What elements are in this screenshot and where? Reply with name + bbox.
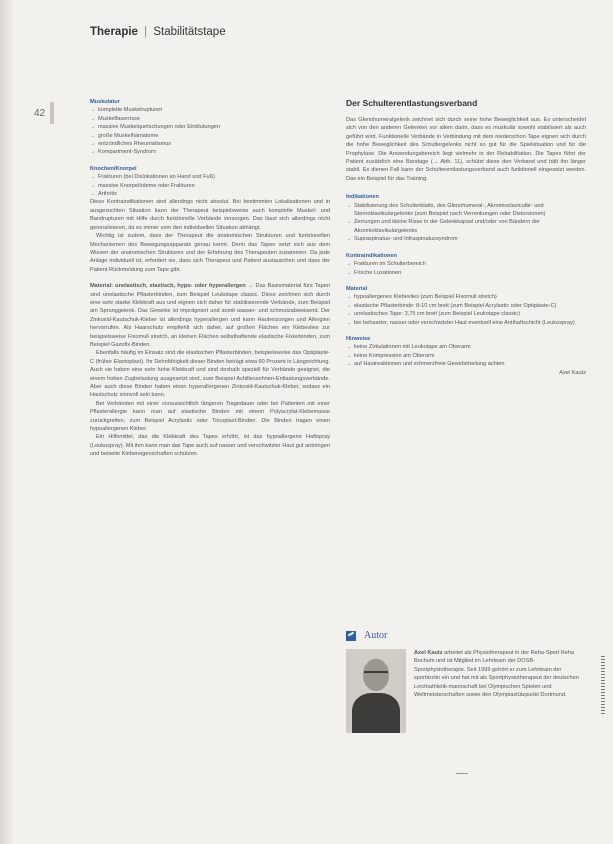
list-item: → Frakturen im Schulterbereich: [346, 260, 586, 268]
pen-icon: [346, 631, 356, 641]
edge-barcode: [601, 656, 605, 716]
margin-marker: [50, 102, 54, 124]
section-title: Der Schulterentlastungsverband: [346, 98, 478, 108]
list-item: → Frakturen (bei Dislokationen an Hand und Fuß): [90, 173, 330, 181]
list-item: → Zerrungen und kleine Risse in der Gelenkkapsel und/oder von Bändern der Akromioklavikulargelenks: [346, 218, 586, 235]
page-number: 42: [34, 108, 46, 119]
material-heading: Material: [346, 285, 368, 292]
knochen-heading: Knochen/Knorpel: [90, 165, 137, 172]
header-separator: |: [144, 26, 148, 38]
paragraph: Wichtig ist zudem, dass der Therapeut die anatomischen Strukturen und funktionellen Mechanismen des Bewegungsapparats genau kennt. Denn das Tapen setzt sich aus dem Wissen der anatomischen Strukturen und der Erfahrung des Therapeuten zusammen. Da jede Anlage individuell ist, erfordert sie, dass sich Therapeut und Patient austauschen und dass der Patient Rückmeldung zum Tape gibt.: [90, 233, 330, 273]
paragraph: Bei Verbänden mit einer voraussichtlich längeren Tragedauer oder bei Patienten mit einer Pflasterallergie kann man auf elastische Binden mit einem Polyacrylat-Klebemasse zurückgreifen, zum Beispiel Acrylastic oder Tricoplast-Binden. Die Binden tragen einen hypoallergenen Kleber.: [90, 400, 330, 433]
list-item: → keine Kompression am Oberarm: [346, 352, 586, 360]
list-item: → Arthritis: [90, 190, 330, 198]
muskulatur-heading: Muskulatur: [90, 99, 120, 105]
list-item: → Supraspinatus- und Infraspinatussyndrom: [346, 235, 586, 243]
list-item: → hypoallergenes Klebevlies (zum Beispiel Fixomull stretch): [346, 293, 586, 301]
material-list: [346, 293, 586, 327]
list-item: → keine Zirkulationen mit Leukotape am Oberarm: [346, 343, 586, 351]
list-item: → massive Knorpelödeme oder Frakturen: [90, 182, 330, 190]
list-item: → komplette Muskelrupturen: [90, 106, 330, 114]
list-item: → Stabilisierung des Schulterblatts, des Glenohumeral-, Akromioclaviculär- und Sternoklavikulargelenks (zum Beispiel nach Verrenkungen oder Distorsionen): [346, 202, 586, 219]
portrait-body-shape: [352, 693, 400, 733]
material-paragraph: [90, 282, 330, 349]
author-row: [346, 649, 586, 733]
knochen-list: [90, 173, 330, 198]
material-lead: Material: unelastisch, elastisch, hypo- oder hyperallergen: [90, 283, 246, 290]
author-name: Axel Kautz: [414, 650, 443, 656]
paragraph: Diese Kontraindikationen sind allerdings nicht absolut. Bei bestimmten Lokalisationen und in ausgesuchten Situation kann der Therapeut beispielsweise auch komplette Muskel- und Bandrupturen mit Hilfe durch funktionelle Verbände versorgen. Das lässt sich allerdings nicht generalisieren, da es immer vom den individuellen Situation abhängt.: [90, 199, 330, 231]
author-box: [346, 630, 586, 733]
indikationen-list: [346, 202, 586, 244]
list-item: → bei behaarter, nasser oder verschwitzter Haut eventuell eine Antihaftschicht (Leukospray): [346, 319, 586, 327]
portrait-glasses-shape: [364, 671, 388, 678]
header-section: Therapie: [90, 26, 138, 38]
page-gutter-shadow: [0, 0, 14, 844]
list-item: → große Muskelhämatome: [90, 132, 330, 140]
list-item: → massive Muskelquetschungen oder Einblutungen: [90, 123, 330, 131]
kontraindikationen-list: [346, 260, 586, 277]
list-item: → auf Hautreaktionen und schmerzfreie Gewebeheilung achten: [346, 360, 586, 368]
author-signature: Axel Kautz: [559, 369, 586, 376]
right-column: [346, 98, 586, 377]
indikationen-heading: Indikationen: [346, 194, 379, 201]
page-foot-mark: [456, 773, 468, 774]
hinweise-heading: Hinweise: [346, 335, 371, 342]
running-header: [90, 26, 226, 38]
kontraindikationen-heading: Kontraindikationen: [346, 252, 397, 259]
author-heading: Autor: [364, 630, 388, 641]
hinweise-list: [346, 343, 586, 368]
list-item: → entzündliches Rheumatismus: [90, 140, 330, 148]
author-portrait: [346, 649, 406, 733]
list-item: → Frische Luxationen: [346, 269, 586, 277]
list-item: → Kompartment-Syndrom: [90, 148, 330, 156]
list-item: → elastische Pflasterbinde: 8-10 cm breit (zum Beispiel Acrylastic oder Optiplaste-C): [346, 302, 586, 310]
paragraph: Ebenfalls häufig im Einsatz sind die elastischen Pflasterbinden, beispielsweise das Optiplaste-C (früher Elastoplast). Ihr Dehnfähigkeit dieser Binden beträgt etwa 60 Prozent in Längsrichtung. Auch sie haben eine sehr hohe Klebkraft und sind deshalb speziell für Verbände geeignet, die einem hohen Zugbelastung ausgesetzt sind, zum Beispiel Achillessehnen-Entlastungsverbände. Aber auch diese Binden haben einen hyperallergenen Zinkoxid-Kautschuk-Kleber, sodass ein Hautschutz sinnvoll sein kann.: [90, 350, 330, 399]
list-item: → unelastisches Tape: 3,75 cm breit (zum Beispiel Leukotape classic): [346, 310, 586, 318]
author-heading-row: [346, 630, 586, 641]
paragraph: Ein Hilfsmittel, das die Klebkraft des Tapes erhöht, ist das hypoallergene Haftspray (Leukospray). Mit ihm kann man das Tape auch auf nasser und verschwitzter Haut gut anbringen und beiseite Klebereigenschaften schützen.: [90, 434, 330, 458]
header-topic: Stabilitätstape: [153, 26, 226, 38]
author-bio-text: arbeitet als Physiotherapeut in der Reha-Sport Reha Bochum und ist Mitglied im Lehrteam der DOSB-Sportphysiotherapie. Seit 1999 gehört er zum Lehrteam der sportärztin ein und hat mit als Sportphysiotherapeut der deutschen Leichtathletik-mannschaft bei Olympischen Spielen und Weltmeisterschaften sowie den Olympiastützpunkt Dortmund.: [414, 650, 579, 699]
author-bio: [414, 649, 586, 733]
intro-paragraph: Das Glenohumeralgelenk zeichnet sich durch seine hohe Beweglichkeit aus. Es unterscheidet sich von den anderen Gelenken vor allem darin, dass es muskulär sowohl stabilisiert als auch geführt wird. Funktionelle Verbände in Verbindung mit dem niederschon Tape eignen sich durch die hohe Beweglichkeit des Schultergelenks nicht so gut für die Spielsituation und für die Prophylaxe. Die Anwendungsbereich liegt vielmehr in der Rehabilitation. Die Tapes führt der Patient zusätzlich eine Bandage (→ Abb. 11), schützt diese den Verband und hält ihn länger stabil. Es dienen Fall kann der Schulterentlastungsverband auch funktionell eingesetzt werden. Das ein Beispiel für das Training.: [346, 117, 586, 182]
muskulatur-list: [90, 106, 330, 156]
left-column: [90, 98, 330, 459]
list-item: → Muskelfaserrisse: [90, 115, 330, 123]
material-body: → Das Basismaterial fürs Tapen sind unelastische Pflasterbinden, zum Beispiel Leukotape classic. Diese zeichnen sich durch eine sehr starke Klebkraft aus und eignen sich daher für stabilisierende Verbände, zum Beispiel am Sprunggelenk. Das Gewebe ist imprägniert und somit wasser- und schmutzabweisend. Der Zinkoxid-Kautschuk-Kleber ist allerdings hyperallergen und kann Hautreizungen und Allergien hervorrufen. Als Haarschutz empfiehlt sich daher, auf großen Flächen ein Klebevlies zur beispielsweise Fixomull stretch, an kleinen Flächen selbsthaftende elastische Fixierbinden, zum Beispiel Gazofix-Binden.: [90, 283, 330, 348]
